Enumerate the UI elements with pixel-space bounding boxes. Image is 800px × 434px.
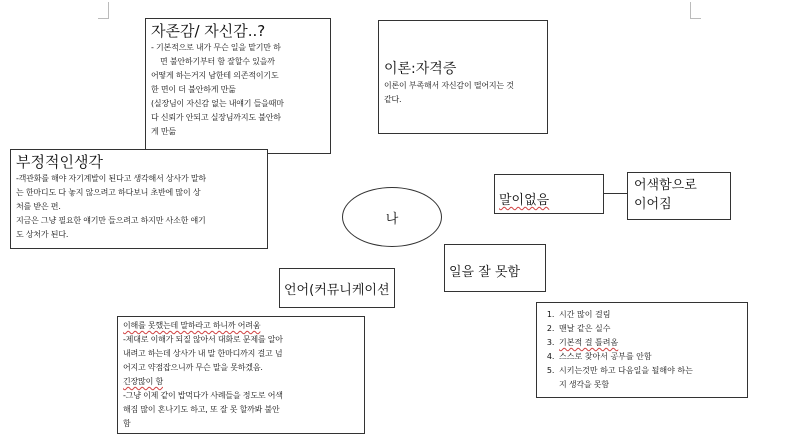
- communication-note-line: 내려고 하는데 상사가 내 말 한마디까지 걸고 넘: [123, 349, 283, 358]
- communication-note-line: 어지고 약점잡으니까 무슨 말을 못하겠음.: [123, 363, 263, 372]
- communication-note-line: 이해를 못했는데 말하라고 하니까 어려움: [123, 321, 261, 330]
- self-esteem-box[interactable]: [145, 18, 331, 154]
- negative-thinking-line: 처를 받은 편.: [16, 202, 61, 211]
- negative-thinking-title: 부정적인생각: [16, 153, 103, 171]
- center-ellipse[interactable]: [342, 187, 442, 247]
- list-item: 1. 시간 많이 걸림: [557, 308, 743, 322]
- communication-note-box[interactable]: [117, 316, 365, 434]
- no-words-box[interactable]: [494, 174, 604, 214]
- page-corner-mark-right: [690, 2, 701, 19]
- self-esteem-line: 어떻게 하는거지 남한테 의존적이기도: [151, 71, 279, 80]
- theory-line: 같다.: [384, 95, 402, 104]
- awkwardness-line: 어색함으로: [634, 178, 697, 193]
- theory-box[interactable]: [378, 20, 548, 134]
- communication-note-line: 함: [123, 419, 131, 428]
- list-item: 5. 시키는것만 하고 다음일을 될해야 하는: [557, 364, 743, 378]
- self-esteem-line: 면 불안하기부터 함 잘할수 있을까: [160, 57, 275, 66]
- connector-line: [604, 193, 627, 194]
- work-issues-list: [541, 308, 743, 378]
- theory-title: 이론:자격증: [384, 61, 457, 77]
- self-esteem-line: - 기본적으로 내가 무슨 일을 맡기만 하: [151, 43, 281, 52]
- self-esteem-line: 한 면이 더 불안하게 만듦: [151, 85, 236, 94]
- communication-note-line: -제대로 이해가 되질 않아서 대화로 문제를 알아: [123, 335, 283, 344]
- self-esteem-line: (실장님이 자신감 없는 내얘기 들을때마: [151, 99, 284, 108]
- negative-thinking-line: 지금은 그냥 필요한 얘기만 들으려고 하지만 사소한 얘기: [16, 216, 206, 225]
- negative-thinking-line: -객관화를 해야 자기계발이 된다고 생각해서 상사가 말하: [16, 174, 206, 183]
- bad-at-work-label: 일을 잘 못함: [449, 265, 521, 280]
- self-esteem-line: 다 신뢰가 안되고 실장님까지도 불안하: [151, 113, 281, 122]
- negative-thinking-box[interactable]: [10, 149, 268, 249]
- communication-box[interactable]: [279, 268, 395, 308]
- list-item: 2. 맨날 같은 실수: [557, 322, 743, 336]
- negative-thinking-line: 는 한마디도 다 놓지 않으려고 하다보니 초반에 많이 상: [16, 188, 201, 197]
- page-corner-mark-left: [98, 2, 109, 19]
- bad-at-work-box[interactable]: [444, 244, 546, 292]
- communication-note-line: 해짐 많이 혼나기도 하고, 또 잘 못 할까봐 불안: [123, 405, 280, 414]
- self-esteem-title: 자존감/ 자신감..?: [151, 22, 266, 40]
- negative-thinking-line: 도 상처가 된다.: [16, 230, 69, 239]
- list-item-continuation: 지 생각을 못함: [559, 380, 609, 389]
- work-issues-list-box[interactable]: [536, 302, 748, 398]
- no-words-label: 말이없음: [499, 193, 550, 208]
- list-item: 3. 기본적 걸 틀려옴: [557, 336, 743, 350]
- communication-note-line: -그냥 이제 같이 밥먹다가 사례들을 정도로 어색: [123, 391, 283, 400]
- theory-line: 이론이 부족해서 자신감이 떨어지는 것: [384, 81, 514, 90]
- communication-note-line: 긴장많이 함: [123, 377, 163, 386]
- awkwardness-line: 이어짐: [634, 197, 672, 212]
- awkwardness-box[interactable]: [627, 172, 731, 220]
- self-esteem-line: 게 만듦: [151, 127, 176, 136]
- center-label: 나: [385, 211, 399, 227]
- list-item: 4. 스스로 찾아서 공부를 안함: [557, 350, 743, 364]
- communication-label: 언어(커뮤니케이션: [284, 283, 390, 298]
